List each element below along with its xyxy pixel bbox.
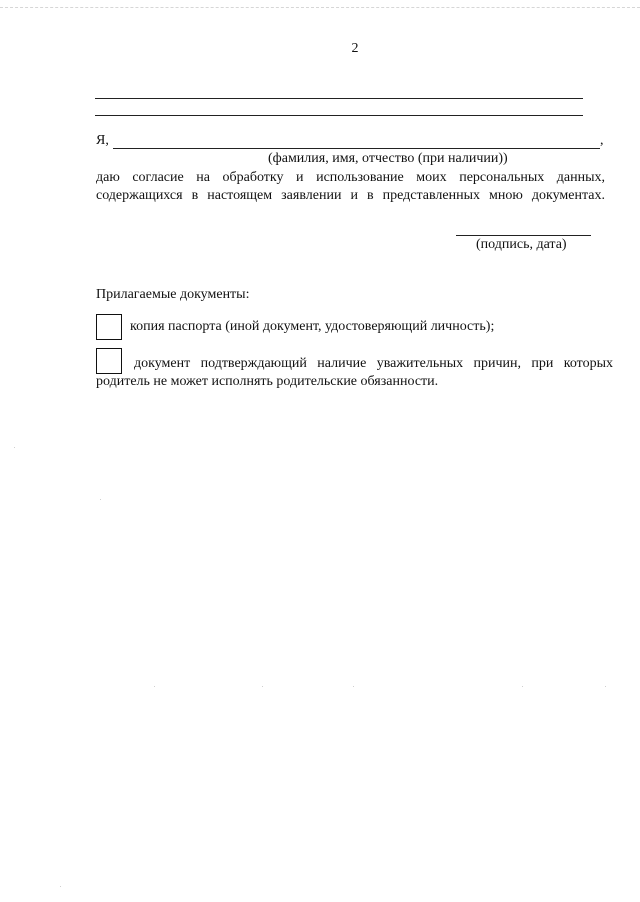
scan-top-edge (0, 7, 640, 8)
scan-speck (100, 499, 101, 500)
consent-text (96, 169, 605, 205)
scan-speck (605, 686, 606, 687)
scan-speck (154, 686, 155, 687)
valid-reasons-line-1: документ подтверждающий наличие уважительных причин, при которых (134, 356, 613, 371)
scan-speck (522, 686, 523, 687)
valid-reasons-line-2: родитель не может исполнять родительские обязанности. (96, 374, 439, 389)
page-number: 2 (351, 41, 359, 56)
applicant-prefix: Я, (96, 133, 109, 148)
scan-speck (353, 686, 354, 687)
attached-documents-title: Прилагаемые документы: (96, 287, 250, 302)
blank-line-1 (95, 98, 583, 99)
signature-blank (456, 235, 591, 236)
blank-line-2 (95, 115, 583, 116)
passport-copy-checkbox[interactable] (96, 314, 122, 340)
consent-line-2: содержащихся в настоящем заявлении и в представленных мною документах. (96, 188, 605, 203)
consent-line-1: даю согласие на обработку и использование моих персональных данных, (96, 170, 605, 185)
scan-speck (14, 447, 15, 448)
scan-speck (60, 886, 61, 887)
fio-caption: (фамилия, имя, отчество (при наличии)) (268, 151, 508, 166)
applicant-name-blank (113, 148, 600, 149)
applicant-suffix: , (600, 133, 604, 148)
passport-copy-label: копия паспорта (иной документ, удостоверяющий личность); (130, 319, 495, 334)
signature-caption: (подпись, дата) (476, 237, 567, 252)
valid-reasons-document-label (96, 355, 613, 391)
scan-speck (262, 686, 263, 687)
